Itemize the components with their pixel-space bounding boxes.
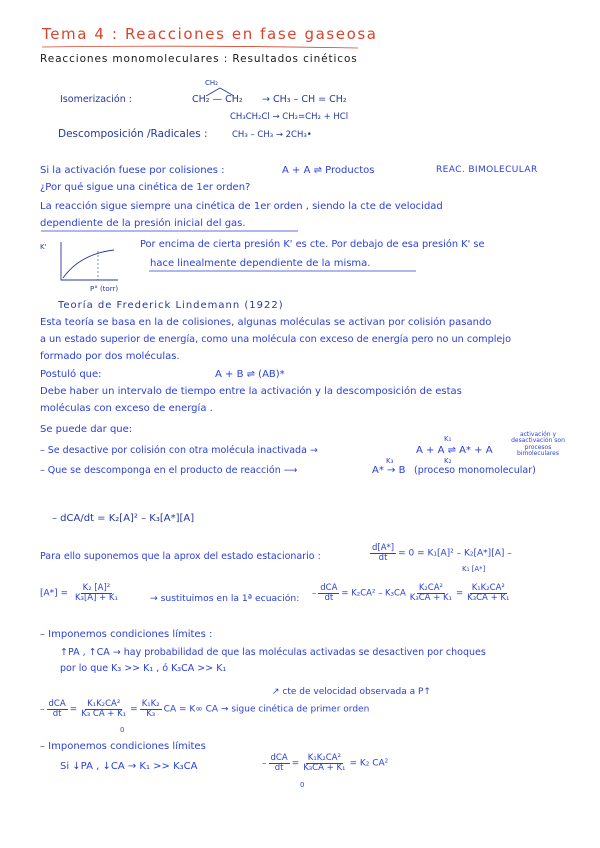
- plot-y-label: K': [40, 243, 47, 251]
- plot-x-label: P° (torr): [90, 285, 119, 293]
- isomerization-line2: CH₃CH₂Cl → CH₂=CH₂ + HCl: [230, 112, 349, 122]
- lindemann-p5: moléculas con exceso de energía .: [40, 403, 213, 414]
- isomerization-label: Isomerización :: [60, 94, 132, 105]
- steady-state-text: Para ello suponemos que la aprox del estado estacionario :: [40, 551, 321, 562]
- limits1-equation: – $\frac{\text{dCA}}{dt}$ = $\frac{\text{K₁K₂CA²}}{\text{K₃ CA + K₁}}$ = $\frac{\text{K₁K₂}}{\text{K₃}}$ CA = K∞ CA → sigue cinética de primer orden: [40, 699, 370, 719]
- limits2-heading: – Imponemos condiciones límites: [40, 741, 206, 752]
- plot-note-2: hace linealmente dependiente de la misma.: [150, 258, 371, 269]
- l2-f-num: K₁K₂CA²: [307, 753, 341, 763]
- line4-underline: [40, 229, 300, 233]
- bimolecular-tag: REAC. BIMOLECULAR: [436, 165, 538, 175]
- subst-lhs-num: dCA: [320, 583, 338, 593]
- limits1-heading: – Imponemos condiciones límites :: [40, 629, 213, 640]
- plot-note-1: Por encima de cierta presión K' es cte. Por debajo de esa presión K' se: [140, 239, 485, 250]
- isomerization-ring: CH₂ — CH₂: [192, 94, 243, 105]
- kinetics-sketch: [58, 240, 120, 284]
- limits2-line: Si ↓PA , ↓CA → K₁ >> K₃CA: [60, 761, 198, 772]
- bimolecular-line4: dependiente de la presión inicial del gas.: [40, 218, 246, 229]
- astar-lhs: [A*] =: [40, 588, 69, 599]
- subst-f1-num: K₂CA²: [418, 583, 443, 593]
- decomposition-equation: CH₃ – CH₃ → 2CH₃•: [232, 130, 312, 140]
- astar-expression: [40, 584, 122, 602]
- subst-lhs-den: dt: [324, 592, 334, 603]
- l1-g-num: K₁K₂: [141, 699, 160, 709]
- limits1-line2: por lo que K₃ >> K₁ , ó K₃CA >> K₁: [60, 663, 227, 674]
- title-underline: [40, 44, 360, 50]
- l2-f-den: K₃CA + K₁: [303, 762, 346, 773]
- ss-tail: K₁ [A*]: [462, 565, 486, 573]
- lindemann-p6: Se puede dar que:: [40, 424, 133, 435]
- bullet-deactivation-eq: A + A ⇌ A* + A: [416, 445, 493, 456]
- subst-mid: = K₂CA² – K₃CA: [341, 588, 406, 599]
- page-title: Tema 4 : Reacciones en fase gaseosa: [42, 25, 378, 43]
- ss-den: dt: [378, 552, 388, 563]
- lindemann-p1: Esta teoría se basa en la de colisiones, algunas moléculas se activan por colisión pasando: [40, 317, 492, 328]
- ss-rest: = 0 = K₁[A]² – K₂[A*][A] –: [398, 548, 512, 559]
- l1-rest: CA = K∞ CA → sigue cinética de primer orden: [163, 704, 370, 715]
- l2-rest: = K₂ CA²: [349, 758, 389, 769]
- substitution-text: → sustituimos en la 1ª ecuación:: [150, 593, 300, 604]
- astar-num: K₂ [A]²: [82, 583, 111, 593]
- bullet-decomposition: – Que se descomponga en el producto de reacción ⟶: [40, 465, 298, 476]
- l2-zero: 0: [300, 781, 305, 789]
- k1-label: K₁: [444, 435, 452, 443]
- lindemann-p4: Debe haber un intervalo de tiempo entre la activación y la descomposición de estas: [40, 386, 462, 397]
- bimolecular-note: activación y desactivación son procesos bimoleculares: [511, 431, 565, 457]
- substitution-equation: – $\frac{\text{dCA}}{dt}$ = K₂CA² – K₃CA $\frac{\text{K₂CA²}}{\text{K₃CA + K₁}}$ = $\frac{\text{K₁K₂CA²}}{\text{K₃CA + K₁}}$: [312, 583, 510, 603]
- postulado-label: Postuló que:: [40, 369, 102, 380]
- bullet-decomposition-eq: A* → B: [372, 465, 406, 476]
- bimolecular-line1: Si la activación fuese por colisiones :: [40, 165, 225, 176]
- monomolecular-note: (proceso monomolecular): [414, 465, 536, 476]
- limits1-annotation: ↗ cte de velocidad observada a P↑: [272, 687, 431, 697]
- bimolecular-line3: La reacción sigue siempre una cinética de 1er orden , siendo la cte de velocidad: [40, 201, 443, 212]
- steady-state-equation: [368, 544, 512, 562]
- subst-f2-den: K₃CA + K₁: [467, 592, 510, 603]
- l1-lhs-den: dt: [52, 708, 62, 719]
- lindemann-p2: a un estado superior de energía, como una molécula con exceso de energía pero no un complejo: [40, 334, 511, 345]
- rate-equation: – dCA/dt = K₂[A]² – K₃[A*][A]: [52, 513, 195, 524]
- astar-den: K₃[A] + K₁: [74, 592, 118, 603]
- l1-g-den: K₃: [146, 708, 156, 719]
- l1-f-den: K₃ CA + K₁: [81, 708, 127, 719]
- limits2-equation: – $\frac{\text{dCA}}{dt}$ = $\frac{\text{K₁K₂CA²}}{\text{K₃CA + K₁}}$ = K₂ CA²: [262, 753, 389, 773]
- ss-num: d[A*]: [372, 543, 395, 553]
- l1-f-num: K₁K₂CA²: [87, 699, 121, 709]
- k3-label: K₃: [386, 457, 394, 465]
- limits1-line: ↑PA , ↑CA → hay probabilidad de que las moléculas activadas se desactiven por choques: [60, 647, 486, 658]
- postulado-equation: A + B ⇌ (AB)*: [215, 369, 285, 380]
- bimolecular-reaction: A + A ⇌ Productos: [282, 165, 375, 176]
- l2-lhs-den: dt: [274, 762, 284, 773]
- iso-ch2-top: CH₂: [205, 79, 218, 87]
- bimolecular-question: ¿Por qué sigue una cinética de 1er orden?: [40, 182, 251, 193]
- l2-lhs-num: dCA: [270, 753, 288, 763]
- subst-f1-den: K₃CA + K₁: [409, 592, 453, 603]
- l1-lhs-num: dCA: [48, 699, 66, 709]
- isomerization-product: → CH₃ – CH = CH₂: [262, 94, 347, 105]
- l1-zero: 0: [120, 726, 125, 734]
- subst-f2-num: K₁K₂CA²: [471, 583, 505, 593]
- page-subtitle: Reacciones monomoleculares : Resultados cinéticos: [40, 53, 358, 65]
- bullet-deactivation: – Se desactive por colisión con otra molécula inactivada →: [40, 445, 318, 456]
- lindemann-heading: Teoría de Frederick Lindemann (1922): [58, 300, 284, 311]
- k2-label: K₂: [444, 457, 452, 465]
- plot-note-underline: [148, 269, 418, 273]
- decomposition-label: Descomposición /Radicales :: [58, 128, 208, 140]
- lindemann-p3: formado por dos moléculas.: [40, 351, 180, 362]
